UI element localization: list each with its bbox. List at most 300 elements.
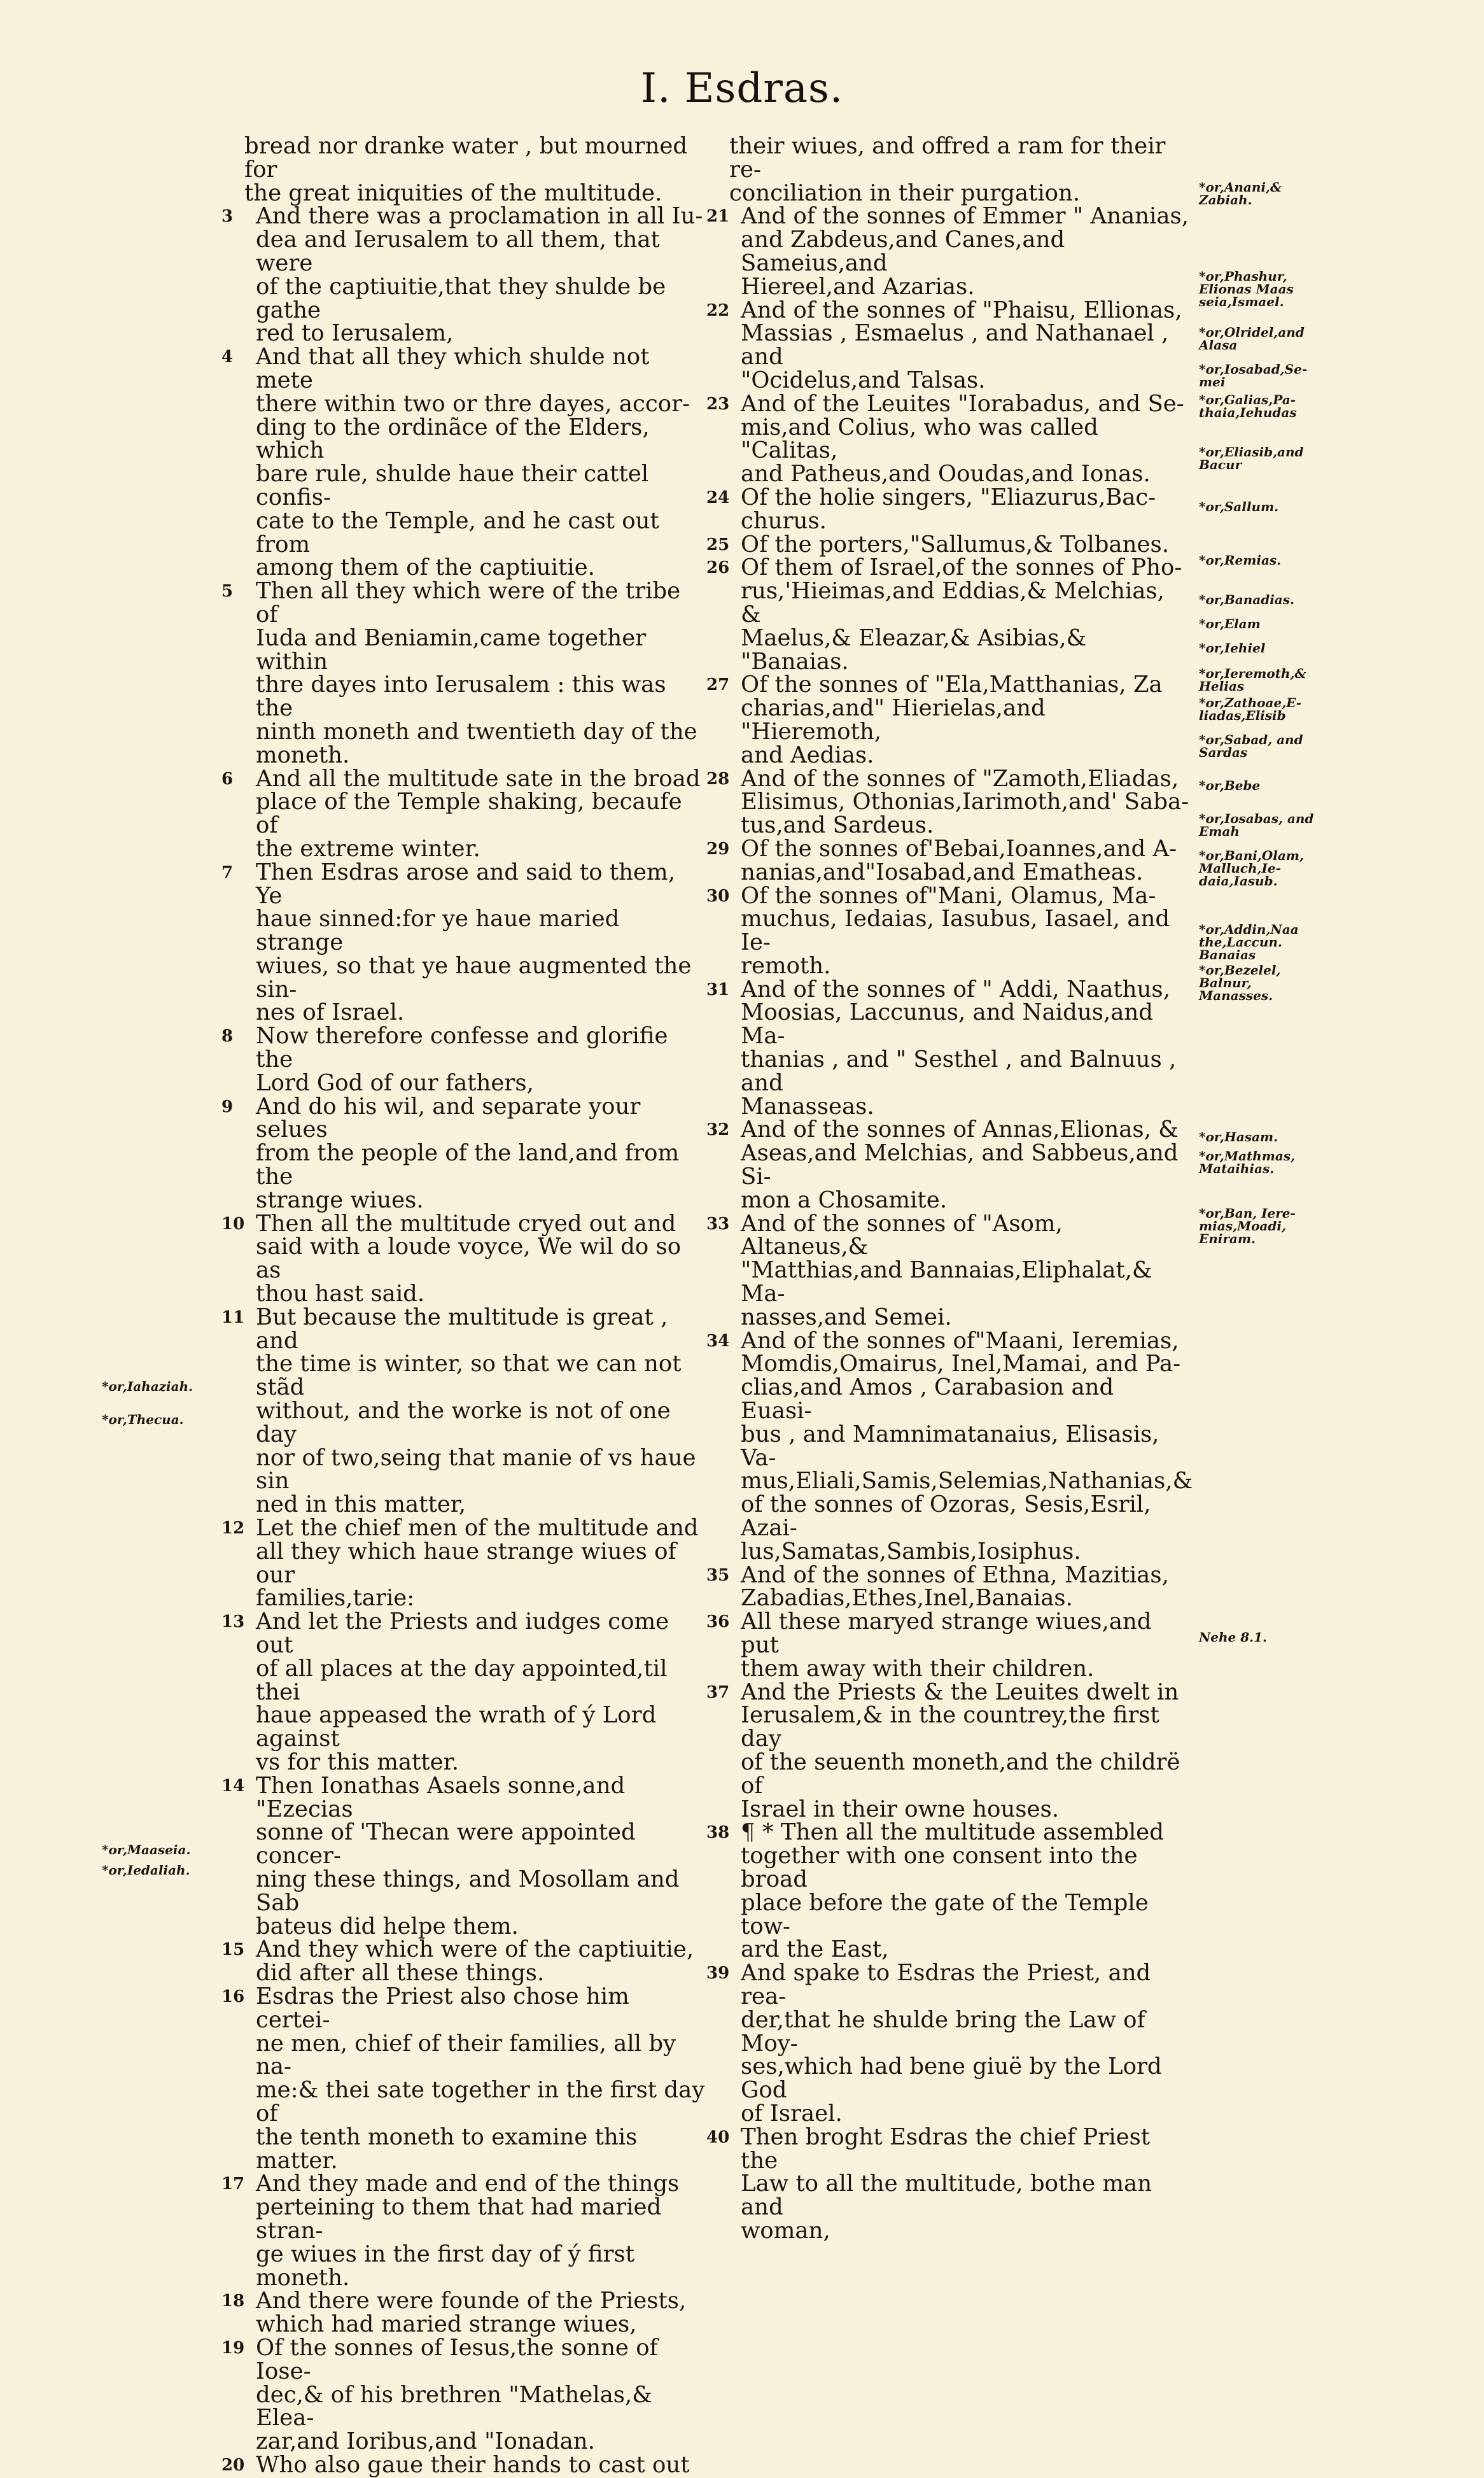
- text-line: [727, 1540, 1191, 1564]
- text-line: [242, 182, 706, 206]
- verse-number: 13: [221, 1612, 245, 1632]
- line-text: haue sinned:for ye haue maried strange: [256, 906, 620, 956]
- text-line: [727, 1938, 1191, 1962]
- text-line: [242, 1868, 706, 1915]
- text-line: [221, 859, 706, 909]
- text-line: [221, 203, 706, 230]
- margin-note: *or,Addin,Naa the,Laccun. Banaias: [1199, 922, 1299, 962]
- text-line: [242, 273, 706, 323]
- text-line: [242, 1353, 706, 1400]
- line-text: thou hast said.: [256, 1281, 425, 1307]
- line-text: cate to the Temple, and he cast out from: [256, 507, 659, 558]
- text-line: [242, 791, 706, 838]
- line-text: And of the sonnes of "Zamoth,Eliadas,: [741, 765, 1179, 792]
- margin-note: *or,Mathmas, Mataihias.: [1199, 1148, 1296, 1176]
- text-line: [727, 814, 1191, 838]
- page-title: I. Esdras.: [640, 65, 844, 112]
- margin-note: *or,Sallum.: [1199, 499, 1279, 514]
- verse-number: 5: [221, 582, 234, 602]
- line-text: together with one consent into the broad: [741, 1843, 1138, 1892]
- line-text: of the sonnes of Ozoras, Sesis,Esril, Azai-: [741, 1491, 1151, 1542]
- margin-note: *or,Thecua.: [102, 1412, 184, 1427]
- text-line: [221, 1304, 706, 1354]
- line-text: all they which haue strange wiues of our: [256, 1538, 676, 1588]
- text-line: [221, 2334, 706, 2384]
- margin-note: *or,Olridel,and Alasa: [1199, 325, 1305, 353]
- line-text: did after all these things.: [256, 1960, 545, 1987]
- text-line: [242, 229, 706, 276]
- line-text: And of the sonnes of " Addi, Naathus,: [741, 976, 1170, 1003]
- text-line: [242, 1400, 706, 1447]
- text-line: [221, 578, 706, 628]
- margin-note: *or,Remias.: [1199, 553, 1282, 568]
- text-line: [242, 952, 706, 1003]
- line-text: And there was a proclamation in all Iu-: [256, 203, 703, 230]
- line-text: families,tarie:: [256, 1585, 415, 1612]
- text-line: [242, 744, 706, 768]
- line-text: ¶ * Then all the multitude assembled: [741, 1819, 1164, 1846]
- line-text: Then all the multitude cryed out and: [256, 1210, 676, 1237]
- text-line: [727, 1493, 1191, 1540]
- text-line: [221, 344, 706, 393]
- text-line: [242, 673, 706, 721]
- line-text: from the people of the land,and from the: [256, 1140, 680, 1190]
- text-line: [727, 1142, 1191, 1189]
- verse-number: 36: [706, 1612, 730, 1632]
- text-line: [242, 2381, 706, 2432]
- text-line: [727, 1353, 1191, 1376]
- verse-number: 14: [221, 1776, 245, 1796]
- line-text: muchus, Iedaias, Iasubus, Iasael, and Ie-: [741, 906, 1170, 956]
- text-line: [242, 2243, 706, 2290]
- text-line: [242, 1283, 706, 1306]
- margin-note: *or,Galias,Pa- thaia,Iehudas: [1199, 392, 1297, 420]
- line-text: Manasseas.: [741, 1093, 874, 1120]
- line-text: Of the sonnes of"Mani, Olamus, Ma-: [741, 882, 1156, 909]
- line-text: dea and Ierusalem to all them, that were: [256, 227, 660, 276]
- line-text: Elisimus, Othonias,Iarimoth,and' Saba-: [741, 789, 1189, 815]
- text-line: [727, 1889, 1191, 1939]
- text-line: [221, 1983, 706, 2033]
- text-line: [242, 1962, 706, 1985]
- line-text: Ierusalem,& in the countrey,the first day: [741, 1702, 1159, 1752]
- line-text: Then Ionathas Asaels sonne,and "Ezecias: [256, 1772, 626, 1822]
- text-line: [706, 1609, 1191, 1658]
- line-text: tus,and Sardeus.: [741, 812, 934, 839]
- text-line: [242, 718, 706, 745]
- line-text: And do his wil, and separate your selues: [256, 1093, 641, 1143]
- line-text: them away with their children.: [741, 1655, 1095, 1682]
- right-text-column: [706, 133, 1193, 2244]
- text-line: [242, 2123, 706, 2174]
- line-text: And of the sonnes of"Maani, Ieremias,: [741, 1327, 1179, 1354]
- text-line: [221, 1515, 706, 1542]
- line-text: conciliation in their purgation.: [729, 180, 1081, 206]
- line-text: Esdras the Priest also chose him certei-: [256, 1983, 629, 2033]
- text-line: [727, 1470, 1191, 1493]
- text-line: [727, 229, 1191, 276]
- text-line: [221, 2451, 706, 2478]
- line-text: charias,and" Hierielas,and "Hieremoth,: [741, 695, 1046, 745]
- margin-note: *or,Iosabad,Se- mei: [1199, 362, 1308, 390]
- line-text: Israel in their owne houses.: [741, 1796, 1060, 1822]
- text-line: [706, 1819, 1191, 1846]
- line-text: Then broght Esdras the chief Priest the: [741, 2123, 1151, 2174]
- text-line: [221, 1023, 706, 1073]
- line-text: sonne of 'Thecan were appointed concer-: [256, 1819, 636, 1869]
- line-text: thanias , and " Sesthel , and Balnuus , and: [741, 1046, 1177, 1096]
- text-line: [727, 2217, 1191, 2244]
- line-text: And of the sonnes of "Phaisu, Ellionas,: [741, 297, 1182, 323]
- text-line: [221, 1609, 706, 1658]
- line-text: dec,& of his brethren "Mathelas,& Elea-: [256, 2381, 652, 2432]
- text-line: [242, 835, 706, 862]
- line-text: mus,Eliali,Samis,Selemias,Nathanias,&: [741, 1468, 1193, 1495]
- line-text: Of the sonnes of Iesus,the sonne of Iose-: [256, 2334, 658, 2384]
- line-text: perteining to them that had maried stran-: [256, 2194, 662, 2244]
- text-line: [242, 1069, 706, 1096]
- line-text: And they which were of the captiuitie,: [256, 1936, 694, 1963]
- line-text: And there were founde of the Priests,: [256, 2288, 687, 2314]
- line-text: their wiues, and offred a ram for their re-: [729, 133, 1166, 183]
- text-line: [706, 1210, 1191, 1260]
- text-line: [706, 672, 1191, 698]
- text-line: [242, 1704, 706, 1751]
- margin-note: *or,Zathoae,E- liadas,Elisib: [1199, 695, 1302, 723]
- line-text: Maelus,& Eleazar,& Asibias,& "Banaias.: [741, 624, 1087, 675]
- text-line: [727, 624, 1191, 675]
- text-line: [242, 1001, 706, 1025]
- line-text: Momdis,Omairus, Inel,Mamai, and Pa-: [741, 1351, 1181, 1377]
- text-line: [242, 624, 706, 675]
- text-line: [706, 835, 1191, 862]
- text-line: [727, 273, 1191, 300]
- line-text: rus,'Hieimas,and Eddias,& Melchias, &: [741, 578, 1165, 628]
- text-line: [727, 1423, 1191, 1470]
- line-text: And of the sonnes of "Asom, Altaneus,&: [741, 1210, 1063, 1260]
- margin-note: *or,Eliasib,and Bacur: [1199, 444, 1304, 472]
- verse-number: 31: [706, 980, 730, 999]
- text-line: [221, 1936, 706, 1963]
- line-text: And all the multitude sate in the broad: [256, 765, 701, 792]
- line-text: Moosias, Laccunus, and Naidus,and Ma-: [741, 999, 1153, 1050]
- margin-note: *or,Maaseia.: [102, 1842, 191, 1857]
- margin-note: *or,Ieremoth,& Helias: [1199, 666, 1306, 694]
- text-line: [727, 1845, 1191, 1892]
- verse-number: 22: [706, 300, 730, 320]
- text-line: [242, 556, 706, 580]
- line-text: Law to all the multitude, bothe man and: [741, 2171, 1152, 2221]
- text-line: [242, 1915, 706, 1939]
- verse-number: 39: [706, 1964, 730, 1983]
- text-line: [242, 1751, 706, 1775]
- line-text: mon a Chosamite.: [741, 1186, 947, 1213]
- margin-note: *or,Elam: [1199, 616, 1261, 631]
- text-line: [727, 861, 1191, 885]
- line-text: ard the East,: [741, 1936, 889, 1963]
- text-line: [242, 2032, 706, 2080]
- line-text: remoth.: [741, 952, 831, 979]
- line-text: Aseas,and Melchias, and Sabbeus,and Si-: [741, 1140, 1179, 1190]
- text-line: [727, 1001, 1191, 1048]
- text-line: [706, 1679, 1191, 1705]
- verse-number: 8: [221, 1027, 234, 1046]
- line-text: nanias,and"Iosabad,and Ematheas.: [741, 859, 1144, 885]
- text-line: [242, 2079, 706, 2126]
- line-text: haue appeased the wrath of ý Lord against: [256, 1702, 657, 1752]
- text-line: [221, 2288, 706, 2314]
- line-text: place of the Temple shaking, becaufe of: [256, 789, 682, 839]
- line-text: And of the sonnes of Ethna, Mazitias,: [741, 1561, 1169, 1588]
- text-line: [727, 952, 1191, 979]
- line-text: lus,Samatas,Sambis,Iosiphus.: [741, 1538, 1081, 1565]
- text-line: [242, 390, 706, 417]
- margin-note: *or,Phashur, Elionas Maas seia,Ismael.: [1199, 269, 1294, 309]
- line-text: churus.: [741, 507, 827, 534]
- verse-number: 23: [706, 394, 730, 414]
- line-text: ninth moneth and twentieth day of the: [256, 718, 697, 745]
- line-text: of all places at the day appointed,til thei: [256, 1655, 668, 1705]
- text-line: [727, 791, 1191, 814]
- line-text: nor of two,seing that manie of vs haue sin: [256, 1444, 696, 1495]
- text-line: [242, 1587, 706, 1610]
- text-line: [242, 1444, 706, 1495]
- line-text: nasses,and Semei.: [741, 1304, 952, 1330]
- line-text: Then Esdras arose and said to them, Ye: [256, 859, 676, 909]
- verse-number: 32: [706, 1120, 730, 1140]
- line-text: "Matthias,and Bannaias,Eliphalat,& Ma-: [741, 1257, 1152, 1307]
- margin-note: *or,Iehiel: [1199, 640, 1266, 656]
- verse-number: 15: [221, 1940, 245, 1960]
- text-line: [727, 580, 1191, 627]
- text-line: [727, 463, 1191, 486]
- line-text: Who also gaue their hands to cast out: [256, 2451, 690, 2478]
- verse-number: 33: [706, 1214, 730, 1234]
- verse-number: 29: [706, 839, 730, 859]
- text-line: [727, 135, 1191, 182]
- line-text: said with a loude voyce, We wil do so as: [256, 1234, 682, 1284]
- text-line: [706, 554, 1191, 581]
- text-line: [727, 1587, 1191, 1610]
- line-text: and Patheus,and Ooudas,and Ionas.: [741, 461, 1151, 488]
- line-text: among them of the captiuitie.: [256, 554, 595, 581]
- margin-note: *or,Iedaliah.: [102, 1862, 190, 1878]
- verse-number: 30: [706, 886, 730, 906]
- line-text: of the captiuitie,that they shulde be gathe: [256, 273, 666, 323]
- text-line: [706, 976, 1191, 1003]
- text-line: [242, 1235, 706, 1283]
- text-line: [727, 2006, 1191, 2057]
- line-text: And let the Priests and iudges come out: [256, 1609, 669, 1658]
- line-text: of the seuenth moneth,and the childrë of: [741, 1749, 1180, 1799]
- line-text: red to Ierusalem,: [256, 320, 454, 347]
- line-text: Of the sonnes of'Bebai,Ioannes,and A-: [741, 835, 1177, 862]
- verse-number: 11: [221, 1307, 245, 1327]
- text-line: [242, 135, 706, 182]
- line-text: Let the chief men of the multitude and: [256, 1515, 699, 1542]
- text-line: [727, 697, 1191, 744]
- line-text: Hiereel,and Azarias.: [741, 273, 975, 300]
- margin-note: Nehe 8.1.: [1199, 1630, 1267, 1645]
- text-line: [727, 1751, 1191, 1798]
- verse-number: 24: [706, 488, 730, 507]
- line-text: woman,: [741, 2217, 830, 2244]
- text-line: [727, 322, 1191, 369]
- verse-number: 20: [221, 2455, 245, 2475]
- text-line: [242, 1540, 706, 1587]
- line-text: All these maryed strange wiues,and put: [741, 1609, 1152, 1658]
- text-line: [727, 369, 1191, 393]
- line-text: and Zabdeus,and Canes,and Sameius,and: [741, 227, 1065, 276]
- verse-number: 35: [706, 1565, 730, 1585]
- margin-note: *or,Sabad, and Sardas: [1199, 732, 1303, 760]
- line-text: moneth.: [256, 742, 350, 768]
- margin-note: *or,Anani,& Zabiah.: [1199, 180, 1282, 208]
- text-line: [727, 416, 1191, 463]
- verse-number: 34: [706, 1331, 730, 1351]
- line-text: without, and the worke is not of one day: [256, 1398, 671, 1447]
- text-line: [706, 1960, 1191, 2010]
- text-line: [727, 1798, 1191, 1822]
- verse-number: 38: [706, 1823, 730, 1843]
- text-line: [727, 1306, 1191, 1330]
- line-text: wiues, so that ye haue augmented the sin-: [256, 952, 692, 1003]
- text-line: [706, 531, 1191, 558]
- text-line: [221, 765, 706, 792]
- left-text-column: [221, 133, 706, 2478]
- verse-number: 3: [221, 207, 234, 227]
- text-line: [727, 1259, 1191, 1306]
- line-text: the extreme winter.: [256, 835, 480, 862]
- line-text: And that all they which shulde not mete: [256, 344, 650, 393]
- verse-number: 6: [221, 769, 234, 789]
- line-text: Of the porters,"Sallumus,& Tolbanes.: [741, 531, 1169, 558]
- text-line: [706, 1116, 1191, 1143]
- line-text: vs for this matter.: [256, 1749, 459, 1775]
- text-line: [706, 882, 1191, 909]
- line-text: me:& thei sate together in the first day of: [256, 2077, 705, 2127]
- verse-number: 10: [221, 1214, 245, 1234]
- text-line: [242, 322, 706, 346]
- line-text: bus , and Mamnimatanaius, Elisasis, Va-: [741, 1421, 1159, 1471]
- verse-number: 12: [221, 1519, 245, 1538]
- verse-number: 27: [706, 675, 730, 695]
- text-line: [706, 1327, 1191, 1354]
- line-text: bateus did helpe them.: [256, 1913, 519, 1939]
- text-line: [727, 1704, 1191, 1751]
- verse-number: 25: [706, 535, 730, 554]
- line-text: der,that he shulde bring the Law of Moy-: [741, 2006, 1145, 2057]
- text-line: [221, 2171, 706, 2197]
- verse-number: 40: [706, 2127, 730, 2147]
- line-text: ge wiues in the first day of ý first moneth.: [256, 2241, 634, 2291]
- text-line: [727, 744, 1191, 768]
- text-line: [242, 1186, 706, 1213]
- text-line: [242, 463, 706, 510]
- verse-number: 28: [706, 769, 730, 789]
- text-line: [727, 2102, 1191, 2126]
- margin-note: *or,Ban, Iere- mias,Moadi, Eniram.: [1199, 1206, 1296, 1246]
- text-line: [706, 1561, 1191, 1588]
- text-line: [706, 2123, 1191, 2174]
- text-line: [242, 1655, 706, 1705]
- line-text: ned in this matter,: [256, 1491, 466, 1518]
- text-line: [242, 507, 706, 558]
- text-line: [242, 2313, 706, 2337]
- line-text: And of the Leuites "Iorabadus, and Se-: [741, 390, 1184, 417]
- verse-number: 17: [221, 2174, 245, 2194]
- text-line: [727, 1376, 1191, 1423]
- line-text: Now therefore confesse and glorifie the: [256, 1023, 668, 1073]
- line-text: Of them of Israel,of the sonnes of Pho-: [741, 554, 1182, 581]
- text-line: [242, 416, 706, 463]
- line-text: Then all they which were of the tribe of: [256, 578, 681, 628]
- line-text: place before the gate of the Temple tow-: [741, 1889, 1149, 1939]
- margin-note: *or,Iosabas, and Emah: [1199, 811, 1314, 839]
- line-text: thre dayes into Ierusalem : this was the: [256, 672, 666, 722]
- line-text: Of the sonnes of "Ela,Matthanias, Za: [741, 672, 1163, 698]
- line-text: And of the sonnes of Emmer " Ananias,: [741, 203, 1189, 230]
- line-text: ses,which had bene giuë by the Lord God: [741, 2053, 1162, 2104]
- margin-note: *or,Hasam.: [1199, 1129, 1278, 1144]
- line-text: there within two or thre dayes, accor-: [256, 390, 690, 417]
- line-text: Zabadias,Ethes,Inel,Banaias.: [741, 1585, 1073, 1612]
- text-line: [221, 1093, 706, 1143]
- text-line: [221, 1772, 706, 1822]
- line-text: And of the sonnes of Annas,Elionas, &: [741, 1116, 1179, 1143]
- line-text: Of the holie singers, "Eliazurus,Bac-: [741, 484, 1156, 510]
- line-text: ding to the ordinãce of the Elders, which: [256, 414, 650, 464]
- line-text: the great iniquities of the multitude.: [244, 180, 662, 206]
- line-text: the tenth moneth to examine this matter.: [256, 2123, 638, 2174]
- margin-note: *or,Bani,Olam, Malluch,Ie- daia,Iasub.: [1199, 848, 1304, 889]
- line-text: nes of Israel.: [256, 999, 405, 1026]
- text-line: [706, 203, 1191, 230]
- line-text: the time is winter, so that we can not stãd: [256, 1351, 682, 1401]
- line-text: Iuda and Beniamin,came together within: [256, 624, 647, 675]
- text-line: [242, 1142, 706, 1189]
- line-text: bread nor dranke water , but mourned for: [244, 133, 688, 183]
- line-text: Lord God of our fathers,: [256, 1069, 534, 1096]
- text-line: [727, 1186, 1191, 1213]
- text-line: [242, 908, 706, 955]
- text-line: [706, 765, 1191, 792]
- text-line: [242, 2196, 706, 2243]
- verse-number: 37: [706, 1682, 730, 1702]
- text-line: [727, 908, 1191, 955]
- line-text: strange wiues.: [256, 1186, 424, 1213]
- line-text: of Israel.: [741, 2100, 843, 2127]
- text-line: [221, 1210, 706, 1237]
- line-text: And spake to Esdras the Priest, and rea-: [741, 1960, 1151, 2010]
- text-line: [706, 484, 1191, 510]
- margin-note: *or,Iahaziah.: [102, 1379, 193, 1394]
- text-line: [706, 297, 1191, 323]
- verse-number: 7: [221, 862, 234, 882]
- line-text: "Ocidelus,and Talsas.: [741, 367, 986, 393]
- text-line: [727, 1655, 1191, 1682]
- line-text: bare rule, shulde haue their cattel confis-: [256, 461, 649, 510]
- line-text: ning these things, and Mosollam and Sab: [256, 1866, 680, 1916]
- text-line: [242, 2430, 706, 2454]
- verse-number: 16: [221, 1987, 245, 2006]
- text-line: [727, 507, 1191, 534]
- line-text: And they made and end of the things: [256, 2171, 680, 2197]
- line-text: clias,and Amos , Carabasion and Euasi-: [741, 1374, 1114, 1425]
- text-line: [242, 1493, 706, 1517]
- line-text: ne men, chief of their families, all by na-: [256, 2030, 676, 2080]
- line-text: zar,and Ioribus,and "Ionadan.: [256, 2428, 595, 2455]
